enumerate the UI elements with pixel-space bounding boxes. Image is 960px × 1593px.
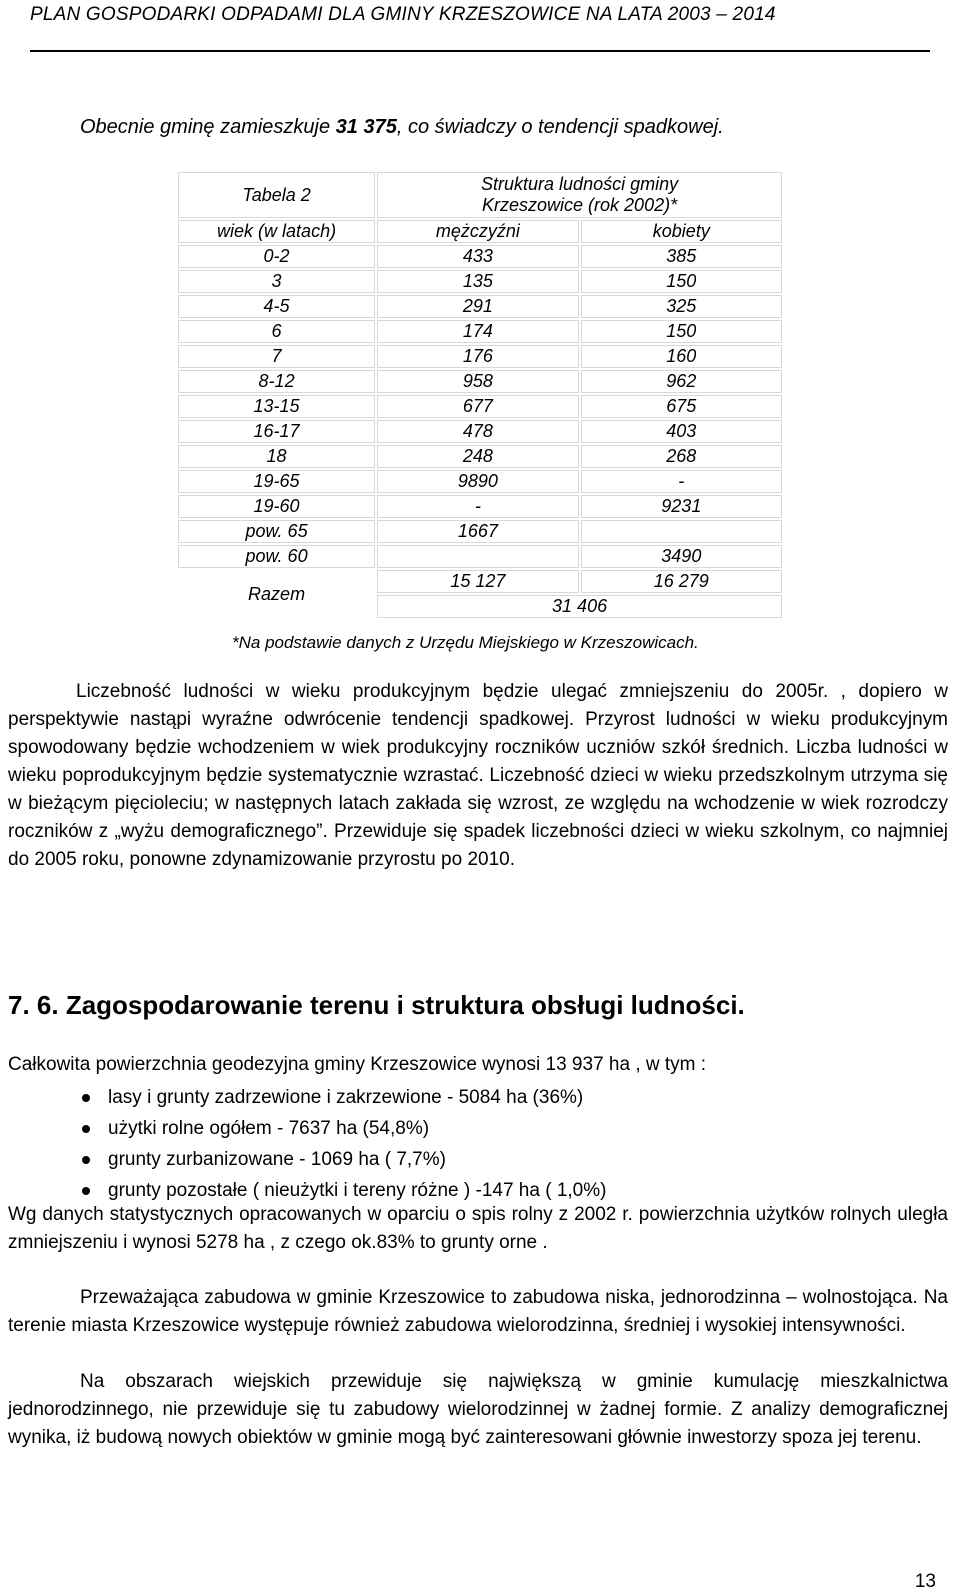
cell-men: 135	[377, 270, 578, 293]
cell-women: 385	[581, 245, 782, 268]
cell-age: 3	[178, 270, 375, 293]
cell-women: 150	[581, 270, 782, 293]
table-title: Struktura ludności gminy Krzeszowice (rok 2002)*	[377, 172, 782, 218]
intro-text-before: Obecnie gminę zamieszkuje	[80, 116, 336, 138]
cell-men	[377, 545, 578, 568]
paragraph-buildings: Przeważająca zabudowa w gminie Krzeszowice to zabudowa niska, jednorodzinna – wolnostojąca. Na terenie miasta Krzeszowice występuje również zabudowa wielorodzinna, średniej i wysokiej intensywności.	[8, 1287, 948, 1336]
cell-men: 958	[377, 370, 578, 393]
intro-sentence	[80, 116, 724, 139]
bullet-icon	[82, 1187, 90, 1195]
cell-men: 433	[377, 245, 578, 268]
cell-men: 1667	[377, 520, 578, 543]
cell-age: 19-60	[178, 495, 375, 518]
header-rule	[30, 50, 930, 52]
cell-men: 677	[377, 395, 578, 418]
cell-women: 9231	[581, 495, 782, 518]
cell-age: pow. 65	[178, 520, 375, 543]
cell-women: 325	[581, 295, 782, 318]
cell-age: 7	[178, 345, 375, 368]
table-row	[178, 395, 782, 418]
table-total-row	[178, 570, 782, 593]
cell-men: 248	[377, 445, 578, 468]
list-item: lasy i grunty zadrzewione i zakrzewione - 5084 ha (36%)	[82, 1082, 606, 1113]
paragraph-statistics: Wg danych statystycznych opracowanych w oparciu o spis rolny z 2002 r. powierzchnia użytków rolnych uległa zmniejszeniu i wynosi 5278 ha , z czego ok.83% to grunty orne .	[8, 1204, 948, 1253]
total-label: Razem	[248, 583, 306, 604]
total-all: 31 406	[377, 595, 782, 618]
population-number: 31 375	[335, 116, 397, 138]
cell-age: 13-15	[178, 395, 375, 418]
bullet-icon	[82, 1156, 90, 1164]
table-label: Tabela 2	[178, 172, 375, 218]
cell-men: 174	[377, 320, 578, 343]
col-header-men: mężczyźni	[377, 220, 578, 243]
table-row	[178, 295, 782, 318]
cell-women: 160	[581, 345, 782, 368]
table-row	[178, 245, 782, 268]
cell-women: 150	[581, 320, 782, 343]
cell-age: pow. 60	[178, 545, 375, 568]
cell-women: 675	[581, 395, 782, 418]
table-header-row	[178, 220, 782, 243]
list-item: grunty zurbanizowane - 1069 ha ( 7,7%)	[82, 1144, 606, 1175]
land-use-list	[82, 1082, 606, 1206]
cell-women: -	[581, 470, 782, 493]
cell-age: 8-12	[178, 370, 375, 393]
paragraph-demographics: Liczebność ludności w wieku produkcyjnym będzie ulegać zmniejszeniu do 2005r. , dopiero w perspektywie nastąpi wyraźne odwrócenie tendencji spadkowej. Przyrost ludności w wieku produkcyjnym spowodowany będzie wchodzeniem w wiek produkcyjny roczników uczniów szkół średnich. Liczba ludności w wieku poprodukcyjnym będzie systematycznie wzrastać. Liczebność dzieci w wieku przedszkolnym utrzyma się w bieżącym pięcioleciu; w następnych latach zakłada się wzrost, ze względu na wchodzenie w wiek rozrodczy roczników z „wyżu demograficznego”. Przewiduje się spadek liczebności dzieci w wieku szkolnym, co najmniej do 2005 roku, ponowne zdynamizowanie przyrostu po 2010.	[8, 681, 948, 870]
table-row	[178, 470, 782, 493]
cell-age: 6	[178, 320, 375, 343]
table-row	[178, 495, 782, 518]
table-row	[178, 420, 782, 443]
cell-women: 268	[581, 445, 782, 468]
page-header-title: PLAN GOSPODARKI ODPADAMI DLA GMINY KRZESZOWICE NA LATA 2003 – 2014	[30, 4, 776, 25]
table-footnote: *Na podstawie danych z Urzędu Miejskiego w Krzeszowicach.	[232, 633, 699, 652]
col-header-age: wiek (w latach)	[178, 220, 375, 243]
cell-men: 478	[377, 420, 578, 443]
table-row	[178, 520, 782, 543]
table-row	[178, 345, 782, 368]
cell-age: 4-5	[178, 295, 375, 318]
cell-age: 0-2	[178, 245, 375, 268]
cell-women: 403	[581, 420, 782, 443]
bullet-icon	[82, 1094, 90, 1102]
cell-women	[581, 520, 782, 543]
cell-men: 291	[377, 295, 578, 318]
intro-text-after: , co świadczy o tendencji spadkowej.	[396, 116, 724, 138]
total-women: 16 279	[581, 570, 782, 593]
cell-men: 9890	[377, 470, 578, 493]
area-intro: Całkowita powierzchnia geodezyjna gminy Krzeszowice wynosi 13 937 ha , w tym :	[8, 1054, 707, 1075]
table-row	[178, 445, 782, 468]
list-item: użytki rolne ogółem - 7637 ha (54,8%)	[82, 1113, 606, 1144]
table-row	[178, 320, 782, 343]
cell-age: 18	[178, 445, 375, 468]
page-number: 13	[914, 1571, 936, 1592]
cell-men: 176	[377, 345, 578, 368]
col-header-women: kobiety	[581, 220, 782, 243]
table-row	[178, 270, 782, 293]
population-structure-table	[176, 170, 784, 620]
section-title: 7. 6. Zagospodarowanie terenu i struktura obsługi ludności.	[8, 990, 745, 1020]
cell-women: 962	[581, 370, 782, 393]
cell-men: -	[377, 495, 578, 518]
cell-women: 3490	[581, 545, 782, 568]
paragraph-rural-areas: Na obszarach wiejskich przewiduje się największą w gminie kumulację mieszkalnictwa jednorodzinnego, nie przewiduje się tu zabudowy wielorodzinnej w żadnej formie. Z analizy demograficznej wynika, iż budową nowych obiektów w gminie mogą być zainteresowani głównie inwestorzy spoza jej terenu.	[8, 1371, 948, 1448]
cell-age: 16-17	[178, 420, 375, 443]
table-title-row	[178, 172, 782, 218]
cell-age: 19-65	[178, 470, 375, 493]
bullet-icon	[82, 1125, 90, 1133]
total-men: 15 127	[377, 570, 578, 593]
list-item: grunty pozostałe ( nieużytki i tereny różne ) -147 ha ( 1,0%)	[82, 1175, 606, 1206]
table-row	[178, 545, 782, 568]
table-row	[178, 370, 782, 393]
